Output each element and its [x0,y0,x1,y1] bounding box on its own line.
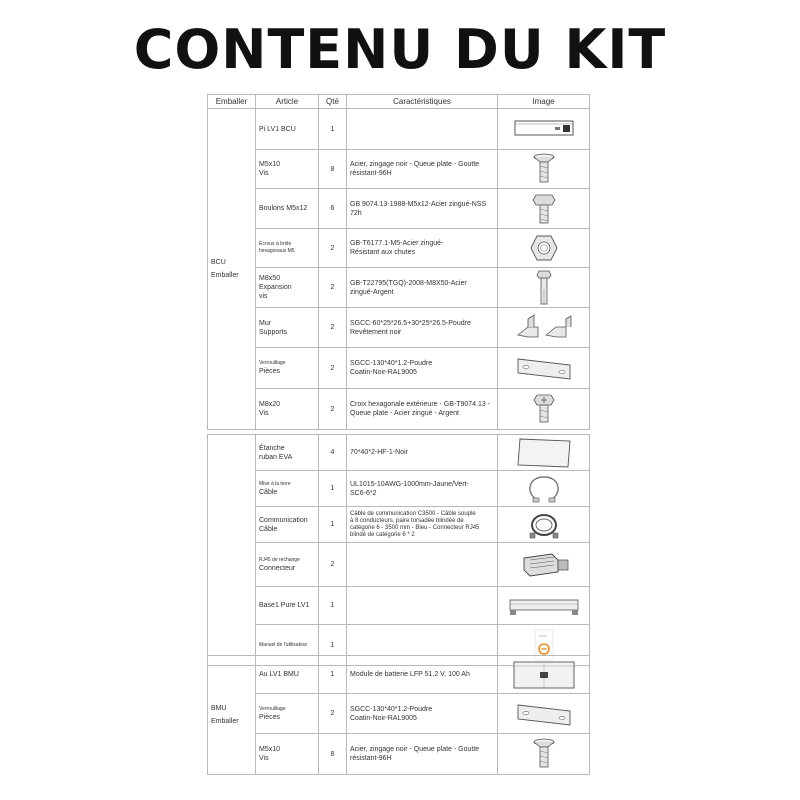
header-article: Article [256,95,319,109]
qty-cell: 2 [319,229,347,268]
qty-cell: 1 [319,507,347,543]
table-row [208,109,590,150]
article-cell [256,268,319,308]
image-cell [498,308,590,348]
pack-cell [208,109,256,430]
article-line: M8x50 [259,275,281,282]
header-qty: Qté [319,95,347,109]
table-row [208,308,590,348]
article-cell [256,189,319,229]
article-line: Manuel de l'utilisateur [259,641,308,648]
article-line: Mur [259,319,272,327]
flat-screw-icon [529,152,559,186]
table-row [208,694,590,734]
article-line: Câble [259,488,278,496]
qty-cell: 4 [319,435,347,471]
article-line: Verrouillage [259,705,286,712]
spec-line: résistant-96H [350,755,392,762]
spec-line: Résistant aux chutes [350,249,415,256]
article-line: Vis [259,170,269,177]
image-cell [498,229,590,268]
header-specs: Caractéristiques [347,95,498,109]
qty-cell: 1 [319,471,347,507]
cross-hex-screw-icon [529,392,559,426]
article-cell [256,150,319,189]
specs-cell [347,656,498,694]
article-line: Au LV1 BMU [259,671,299,678]
spec-line: SGCC-130*40*1.2-Poudre [350,705,433,713]
spec-line: Coatin-Noir-RAL9005 [350,714,417,722]
article-cell [256,507,319,543]
spec-line: Câble de communication C3500 - Câble souple [350,510,476,517]
hex-nut-icon [528,232,560,264]
specs-cell [347,348,498,389]
header-image: Image [498,95,590,109]
article-line: Vis [259,755,269,762]
specs-cell [347,694,498,734]
qty-cell: 2 [319,268,347,308]
image-cell [498,507,590,543]
article-line: M5x10 [259,746,281,753]
image-cell [498,734,590,775]
specs-cell [347,543,498,587]
hex-bolt-icon [529,192,559,226]
spec-line: Queue plate - Acier zingué - Argent [350,410,459,417]
article-line: Étanche [259,444,285,452]
image-cell [498,587,590,625]
image-cell [498,109,590,150]
table-row [208,543,590,587]
specs-cell [347,507,498,543]
qty-cell: 1 [319,587,347,625]
qty-cell: 2 [319,389,347,430]
table-row [208,587,590,625]
eva-tape-icon [514,437,574,469]
specs-cell [347,471,498,507]
qty-cell: 2 [319,543,347,587]
spec-line: GB 9074.13-1988-M5x12-Acier zingué-NSS 72h [350,200,487,217]
bcu-box-icon [509,115,579,143]
pack-label: BCU [211,259,226,266]
qty-cell: 6 [319,189,347,229]
spec-line: SGCC-130*40*1.2-Poudre [350,360,433,367]
pack-label: Emballer [211,718,239,725]
table-row [208,435,590,471]
article-line: Pièces [259,368,281,375]
image-cell [498,435,590,471]
spec-line: SGCC-60*25*26.5+30*25*26.5-Poudre [350,319,471,327]
page-title: CONTENU DU KIT [133,18,667,81]
lock-plate-icon [512,699,576,729]
qty-cell: 1 [319,656,347,694]
table-row [208,507,590,543]
image-cell [498,268,590,308]
accessories-table [207,434,590,666]
table-row [208,150,590,189]
qty-cell: 2 [319,348,347,389]
table-row [208,189,590,229]
pack-cell [208,435,256,666]
qty-cell: 1 [319,625,347,666]
article-cell [256,694,319,734]
article-cell [256,435,319,471]
article-cell [256,229,319,268]
article-cell [256,389,319,430]
specs-cell [347,229,498,268]
qty-cell: 2 [319,308,347,348]
spec-line: catégorie 6 - 3500 mm - Bleu - Connecteur RJ45 [350,524,480,531]
article-cell [256,308,319,348]
header-pack: Emballer [208,95,256,109]
article-line: hexagonaux M5 [259,248,295,254]
battery-module-icon [508,658,580,692]
bcu-table [207,94,590,430]
article-line: Expansion [259,284,292,291]
article-line: Base1 Pure LV1 [259,602,310,609]
spec-line: Coatin-Noir-RAL9005 [350,369,417,376]
image-cell [498,656,590,694]
specs-cell [347,389,498,430]
article-cell [256,587,319,625]
article-cell [256,734,319,775]
article-line: M8x20 [259,401,281,408]
table-row [208,656,590,694]
table-row [208,268,590,308]
article-line: Communication [259,516,308,524]
pack-label: Emballer [211,272,239,279]
article-line: M5x10 [259,161,281,168]
table-row [208,471,590,507]
wall-bracket-icon [514,313,574,343]
article-cell [256,348,319,389]
image-cell [498,471,590,507]
article-cell [256,471,319,507]
image-cell [498,389,590,430]
spec-line: Module de batterie LFP 51,2 V, 100 Ah [350,671,470,678]
article-line: Connecteur [259,564,296,572]
qty-cell: 2 [319,694,347,734]
spec-line: Acier, zingage noir - Queue plate - Goutte [350,161,480,168]
specs-cell [347,109,498,150]
spec-line: Revêtement noir [350,328,402,336]
article-cell [256,543,319,587]
pack-cell [208,656,256,775]
specs-cell [347,435,498,471]
spec-line: SC6-6*2 [350,489,377,497]
base-rail-icon [506,594,582,618]
table-row [208,348,590,389]
spec-line: blindé de catégorie 6 * 2 [350,531,415,538]
rj45-connector-icon [516,548,572,582]
article-line: Pi LV1 BCU [259,125,296,133]
specs-cell [347,150,498,189]
table-row [208,229,590,268]
image-cell [498,348,590,389]
specs-cell [347,189,498,229]
spec-line: GB-T22795(TGQ)-2008-M8X50-Acier [350,279,467,287]
spec-line: à 8 conducteurs, paire torsadée blindée de [350,517,464,524]
specs-cell [347,587,498,625]
table-row [208,389,590,430]
qty-cell: 1 [319,109,347,150]
spec-line: résistant-96H [350,170,392,177]
bmu-table [207,655,590,775]
image-cell [498,189,590,229]
qty-cell: 8 [319,734,347,775]
article-line: Vis [259,410,269,417]
article-line: Écrous à bride [259,241,292,247]
article-line: Supports [259,328,288,336]
table-row [208,734,590,775]
article-line: vis [259,293,268,300]
article-line: Mise à la terre [259,480,291,487]
article-cell [256,656,319,694]
spec-line: 70*40*2-HF-1-Noir [350,449,408,456]
article-line: Câble [259,525,278,533]
spec-line: zingué-Argent [350,288,394,296]
article-line: Boulons M5x12 [259,205,308,212]
article-line: ruban EVA [259,453,293,461]
image-cell [498,694,590,734]
spec-line: Acier, zingage noir - Queue plate - Goutte [350,746,480,753]
specs-cell [347,308,498,348]
spec-line: GB-T6177.1-M5-Acier zingué- [350,240,444,247]
comm-cable-icon [524,509,564,541]
flat-screw-icon [529,737,559,771]
ground-cable-icon [524,473,564,505]
specs-cell [347,268,498,308]
spec-line: UL1015-10AWG-1000mm-Jaune/Vert- [350,480,469,488]
lock-plate-icon [512,353,576,383]
article-line: Verrouillage [259,360,286,366]
article-line: Pièces [259,713,281,721]
spec-line: Croix hexagonale extérieure - GB-T9074.13 - [350,401,491,408]
specs-cell [347,734,498,775]
article-cell [256,109,319,150]
image-cell [498,543,590,587]
article-line: RJ45 de rechange [259,556,300,563]
image-cell [498,150,590,189]
qty-cell: 8 [319,150,347,189]
expansion-screw-icon [534,269,554,307]
pack-label: BMU [211,705,227,712]
